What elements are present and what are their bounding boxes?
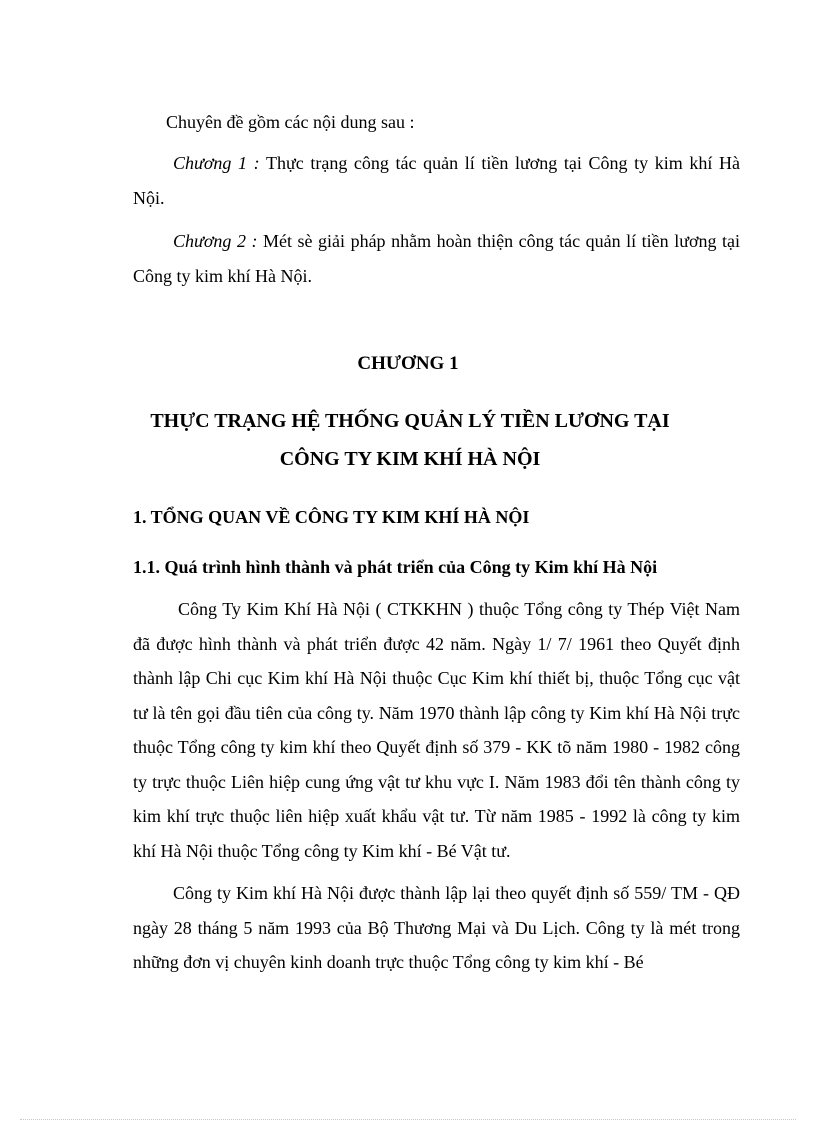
outline-item-1 [133,146,740,215]
body-paragraph-1 [133,592,740,868]
outline-label: Chương 1 : [173,153,260,173]
chapter-title-line-2: CÔNG TY KIM KHÍ HÀ NỘI [279,448,541,470]
paragraph-text: Công Ty Kim Khí Hà Nội ( CTKKHN ) thuộc Tổng công ty Thép Việt Nam đã được hình thành và phát triển được 42 năm. Ngày 1/ 7/ 1961 theo Quyết định thành lập Chi cục Kim khí Hà Nội thuộc Cục Kim khí thiết bị, thuộc Tổng cục vật tư là tên gọi đầu tiên của công ty. Năm 1970 thành lập công ty Kim khí Hà Nội trực thuộc Tổng công ty kim khí theo Quyết định số 379 - KK tõ năm 1980 - 1982 công ty trực thuộc Liên hiệp cung ứng vật tư khu vực I. Năm 1983 đổi tên thành công ty kim khí trực thuộc liên hiệp xuất khẩu vật tư. Từ năm 1985 - 1992 là công ty kim khí Hà Nội thuộc Tổng công ty Kim khí - Bé Vật tư. [133,599,740,861]
page-bottom-divider [20,1119,796,1120]
chapter-title [110,402,710,478]
outline-label: Chương 2 : [173,231,258,251]
subsection-heading: 1.1. Quá trình hình thành và phát triển của Công ty Kim khí Hà Nội [133,557,658,577]
paragraph-text: Công ty Kim khí Hà Nội được thành lập lại theo quyết định số 559/ TM - QĐ ngày 28 tháng 5 năm 1993 của Bộ Thương Mại và Du Lịch. Công ty là mét trong những đơn vị chuyên kinh doanh trực thuộc Tổng công ty kim khí - Bé [133,883,740,972]
chapter-number: CHƯƠNG 1 [357,353,459,374]
section-heading: 1. TỔNG QUAN VỀ CÔNG TY KIM KHÍ HÀ NỘI [133,507,530,527]
body-paragraph-2 [133,876,740,980]
outline-item-2 [133,224,740,293]
chapter-title-line-1: THỰC TRẠNG HỆ THỐNG QUẢN LÝ TIỀN LƯƠNG TẠI [150,410,670,432]
outline-text: Mét sè giải pháp nhằm hoàn thiện công tác quản lí tiền lương tại Công ty kim khí Hà Nội. [133,231,740,286]
intro-line: Chuyên đề gồm các nội dung sau : [166,112,415,132]
outline-text: Thực trạng công tác quản lí tiền lương tại Công ty kim khí Hà Nội. [133,153,740,208]
